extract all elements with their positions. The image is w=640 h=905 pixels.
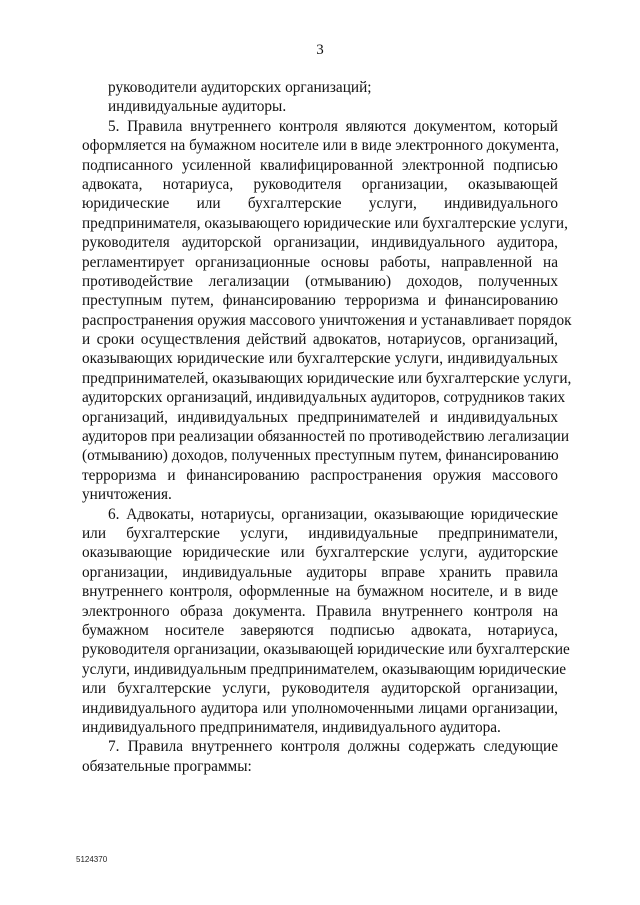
text-line: организаций, индивидуальных предпринимателей и индивидуальных bbox=[82, 408, 558, 426]
text-line: индивидуального аудитора или уполномоченными лицами организации, bbox=[82, 699, 558, 717]
text-line: оказывающие юридические или бухгалтерские услуги, аудиторские bbox=[82, 544, 558, 562]
text-line: бумажном носителе заверяются подписью адвоката, нотариуса, bbox=[82, 621, 558, 639]
text-line: аудиторов при реализации обязанностей по противодействию легализации bbox=[82, 428, 570, 446]
text-line: терроризма и финансированию распространения оружия массового bbox=[82, 466, 558, 484]
text-line: индивидуальные аудиторы. bbox=[108, 98, 287, 116]
text-line: индивидуального предпринимателя, индивидуального аудитора. bbox=[82, 718, 501, 736]
text-line: руководители аудиторских организаций; bbox=[108, 79, 372, 96]
text-line: 7. Правила внутреннего контроля должны содержать следующие bbox=[108, 738, 558, 756]
text-line: 6. Адвокаты, нотариусы, организации, оказывающие юридические bbox=[108, 505, 558, 523]
text-line: оказывающих юридические или бухгалтерские услуги, индивидуальных bbox=[82, 350, 558, 368]
text-line: услуги, индивидуальным предпринимателем, оказывающим юридические bbox=[82, 660, 567, 678]
text-line: предпринимателя, оказывающего юридические или бухгалтерские услуги, bbox=[82, 214, 568, 232]
text-line: или бухгалтерские услуги, индивидуальные предприниматели, bbox=[82, 524, 558, 542]
text-line: электронного образа документа. Правила внутреннего контроля на bbox=[82, 602, 558, 620]
text-line: адвоката, нотариуса, руководителя организации, оказывающей bbox=[82, 175, 558, 193]
text-line: руководителя организации, оказывающей юридические или бухгалтерские bbox=[82, 641, 570, 659]
text-line: 5. Правила внутреннего контроля являются документом, который bbox=[108, 117, 558, 135]
document-code: 5124370 bbox=[76, 855, 108, 864]
text-line: руководителя аудиторской организации, индивидуального аудитора, bbox=[82, 234, 558, 252]
text-line: оформляется на бумажном носителе или в виде электронного документа, bbox=[82, 137, 560, 155]
text-line: юридические или бухгалтерские услуги, индивидуального bbox=[82, 195, 558, 213]
text-line: регламентирует организационные основы работы, направленной на bbox=[82, 253, 558, 271]
text-line: уничтожения. bbox=[82, 486, 172, 504]
page-number: 3 bbox=[316, 42, 324, 58]
text-line: (отмыванию) доходов, полученных преступным путем, финансированию bbox=[82, 447, 559, 465]
text-line: или бухгалтерские услуги, руководителя аудиторской организации, bbox=[82, 680, 558, 698]
text-line: внутреннего контроля, оформленные на бумажном носителе, и в виде bbox=[82, 583, 558, 601]
text-line: обязательные программы: bbox=[82, 757, 252, 775]
text-line: организации, индивидуальные аудиторы вправе хранить правила bbox=[82, 563, 558, 581]
text-line: и сроки осуществления действий адвокатов, нотариусов, организаций, bbox=[82, 331, 558, 349]
text-line: подписанного усиленной квалифицированной электронной подписью bbox=[82, 156, 558, 174]
text-line: аудиторских организаций, индивидуальных аудиторов, сотрудников таких bbox=[82, 389, 566, 407]
text-line: предпринимателей, оказывающих юридические или бухгалтерские услуги, bbox=[82, 369, 572, 387]
text-line: распространения оружия массового уничтожения и устанавливает порядок bbox=[82, 311, 572, 329]
text-line: противодействие легализации (отмыванию) доходов, полученных bbox=[82, 272, 558, 290]
document-body bbox=[82, 78, 572, 776]
text-line: преступным путем, финансированию терроризма и финансированию bbox=[82, 292, 558, 310]
